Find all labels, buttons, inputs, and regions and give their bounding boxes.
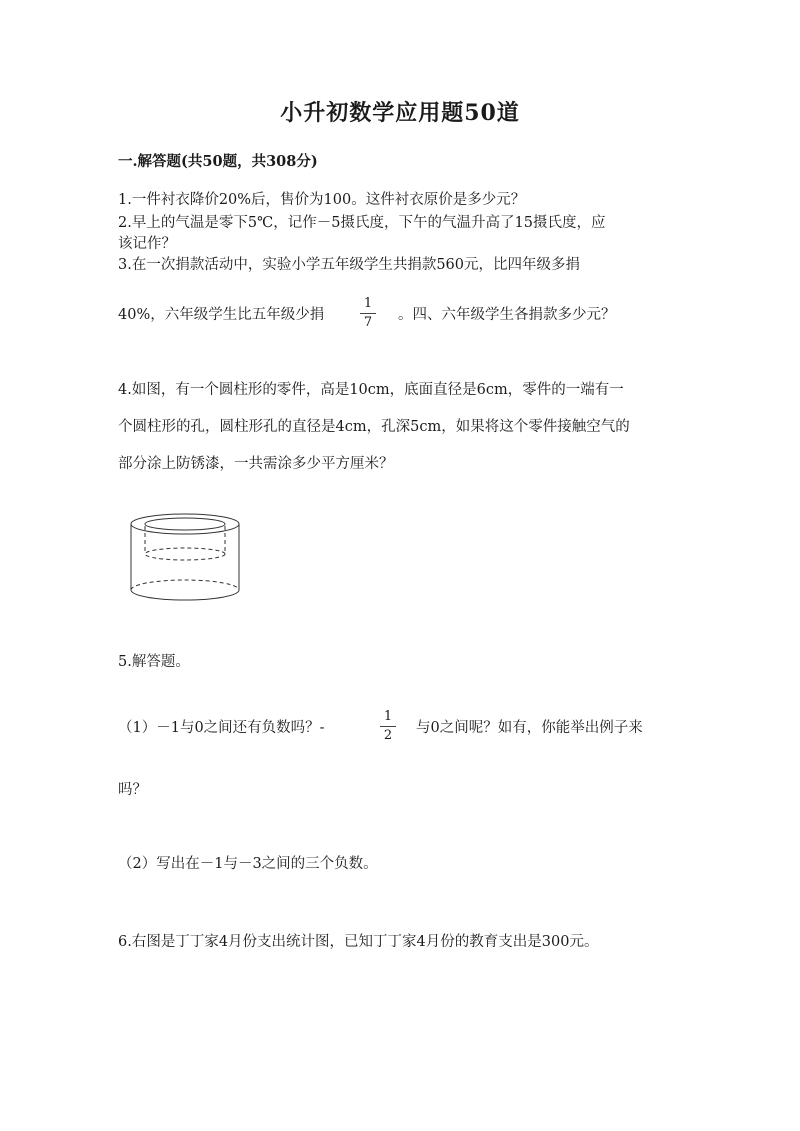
question-2-line-2: 该记作？ — [118, 236, 176, 252]
question-1: 1.一件衬衣降价20%后，售价为100。这件衬衣原价是多少元？ — [118, 192, 526, 208]
cylinder-figure — [128, 510, 244, 606]
section-header: 一.解答题(共50题，共308分) — [118, 153, 318, 170]
fraction-numerator: 1 — [363, 296, 373, 311]
question-4-line-3: 部分涂上防锈漆，一共需涂多少平方厘米？ — [118, 456, 394, 472]
question-4-line-1: 4.如图，有一个圆柱形的零件，高是10cm，底面直径是6cm，零件的一端有一 — [118, 382, 624, 398]
page-title: 小升初数学应用题50道 — [280, 100, 520, 126]
fraction-bar — [360, 313, 376, 314]
outer-bottom-front — [131, 590, 239, 600]
question-5-2: （2）写出在－1与－3之间的三个负数。 — [118, 856, 378, 872]
question-5-header: 5.解答题。 — [118, 654, 190, 670]
question-5-1-b: 与0之间呢？如有，你能举出例子来 — [416, 720, 643, 736]
fraction-bar — [380, 726, 396, 727]
fraction-denominator: 7 — [363, 315, 373, 330]
outer-top-ellipse — [131, 514, 239, 534]
question-5-1-line-2: 吗？ — [118, 782, 147, 798]
fraction-one-seventh — [360, 296, 376, 331]
question-3-line-2b: 。四、六年级学生各捐款多少元？ — [398, 307, 616, 323]
question-5-1-a: （1）－1与0之间还有负数吗？- — [118, 720, 325, 736]
question-3-line-1: 3.在一次捐款活动中，实验小学五年级学生共捐款560元，比四年级多捐 — [118, 257, 581, 273]
fraction-denominator: 2 — [383, 728, 393, 743]
question-4-line-2: 个圆柱形的孔，圆柱形孔的直径是4cm，孔深5cm，如果将这个零件接触空气的 — [118, 419, 630, 435]
outer-bottom-back — [131, 580, 239, 590]
fraction-one-half — [380, 709, 396, 744]
question-3-line-2a: 40%，六年级学生比五年级少捐 — [118, 307, 325, 323]
question-6: 6.右图是丁丁家4月份支出统计图，已知丁丁家4月份的教育支出是300元。 — [118, 934, 599, 950]
hole-bottom-ellipse — [145, 548, 225, 560]
hole-top-ellipse — [145, 518, 225, 530]
question-2-line-1: 2.早上的气温是零下5℃，记作－5摄氏度，下午的气温升高了15摄氏度，应 — [118, 215, 606, 231]
fraction-numerator: 1 — [383, 709, 393, 724]
